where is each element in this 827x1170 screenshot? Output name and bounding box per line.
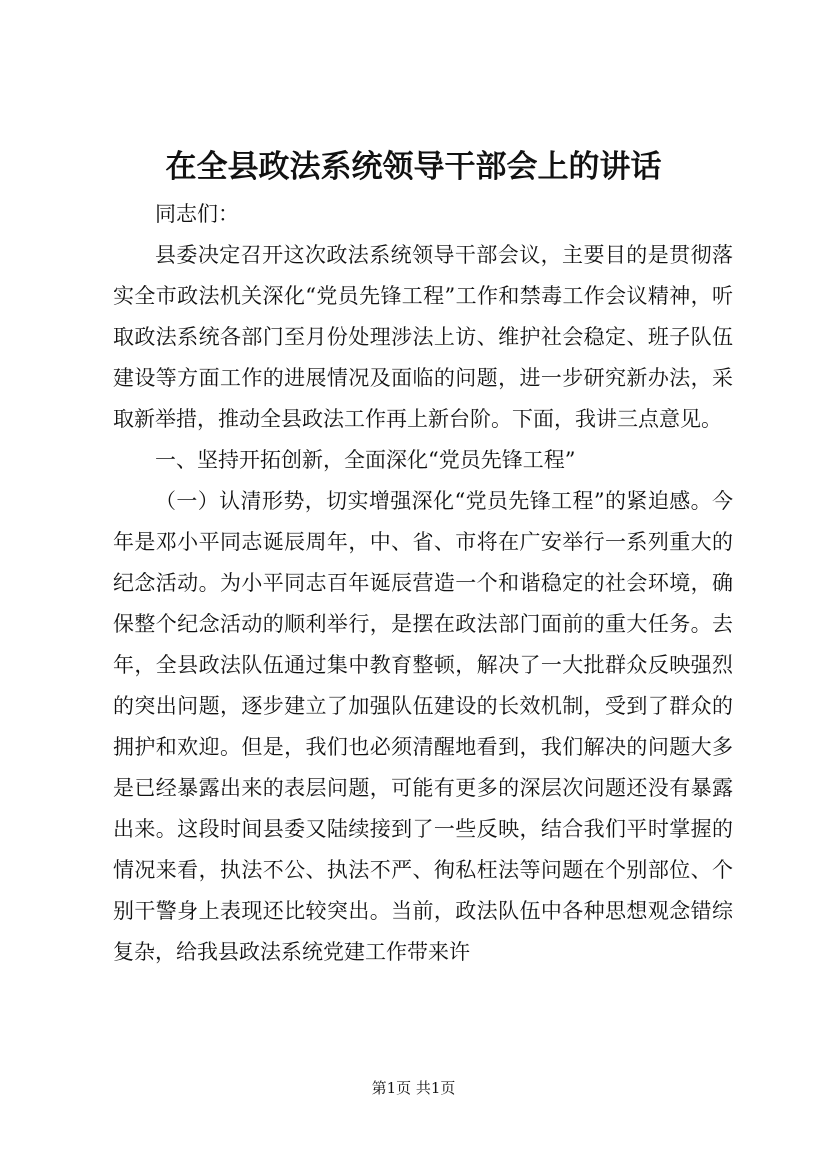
page-number-footer: 第1页 共1页 bbox=[371, 1079, 456, 1097]
document-body bbox=[113, 194, 733, 973]
intro-paragraph: 县委决定召开这次政法系统领导干部会议，主要目的是贯彻落实全市政法机关深化“党员先锋工程”工作和禁毒工作会议精神，听取政法系统各部门至月份处理涉法上访、维护社会稳定、班子队伍建设等方面工作的进展情况及面临的问题，进一步研究新办法，采取新举措，推动全县政法工作再上新台阶。下面，我讲三点意见。 bbox=[113, 243, 733, 431]
section-heading: 一、坚持开拓创新，全面深化“党员先锋工程” bbox=[155, 448, 576, 472]
document-title: 在全县政法系统领导干部会上的讲话 bbox=[165, 149, 662, 185]
subsection-paragraph: （一）认清形势，切实增强深化“党员先锋工程”的紧迫感。今年是邓小平同志诞辰周年，中、省、市将在广安举行一系列重大的纪念活动。为小平同志百年诞辰营造一个和谐稳定的社会环境，确保整个纪念活动的顺利举行，是摆在政法部门面前的重大任务。去年，全县政法队伍通过集中教育整顿，解决了一大批群众反映强烈的突出问题，逐步建立了加强队伍建设的长效机制，受到了群众的拥护和欢迎。但是，我们也必须清醒地看到，我们解决的问题大多是已经暴露出来的表层问题，可能有更多的深层次问题还没有暴露出来。这段时间县委又陆续接到了一些反映，结合我们平时掌握的情况来看，执法不公、执法不严、徇私枉法等问题在个别部位、个别干警身上表现还比较突出。当前，政法队伍中各种思想观念错综复杂，给我县政法系统党建工作带来许 bbox=[113, 489, 733, 964]
salutation-paragraph: 同志们： bbox=[155, 202, 239, 226]
